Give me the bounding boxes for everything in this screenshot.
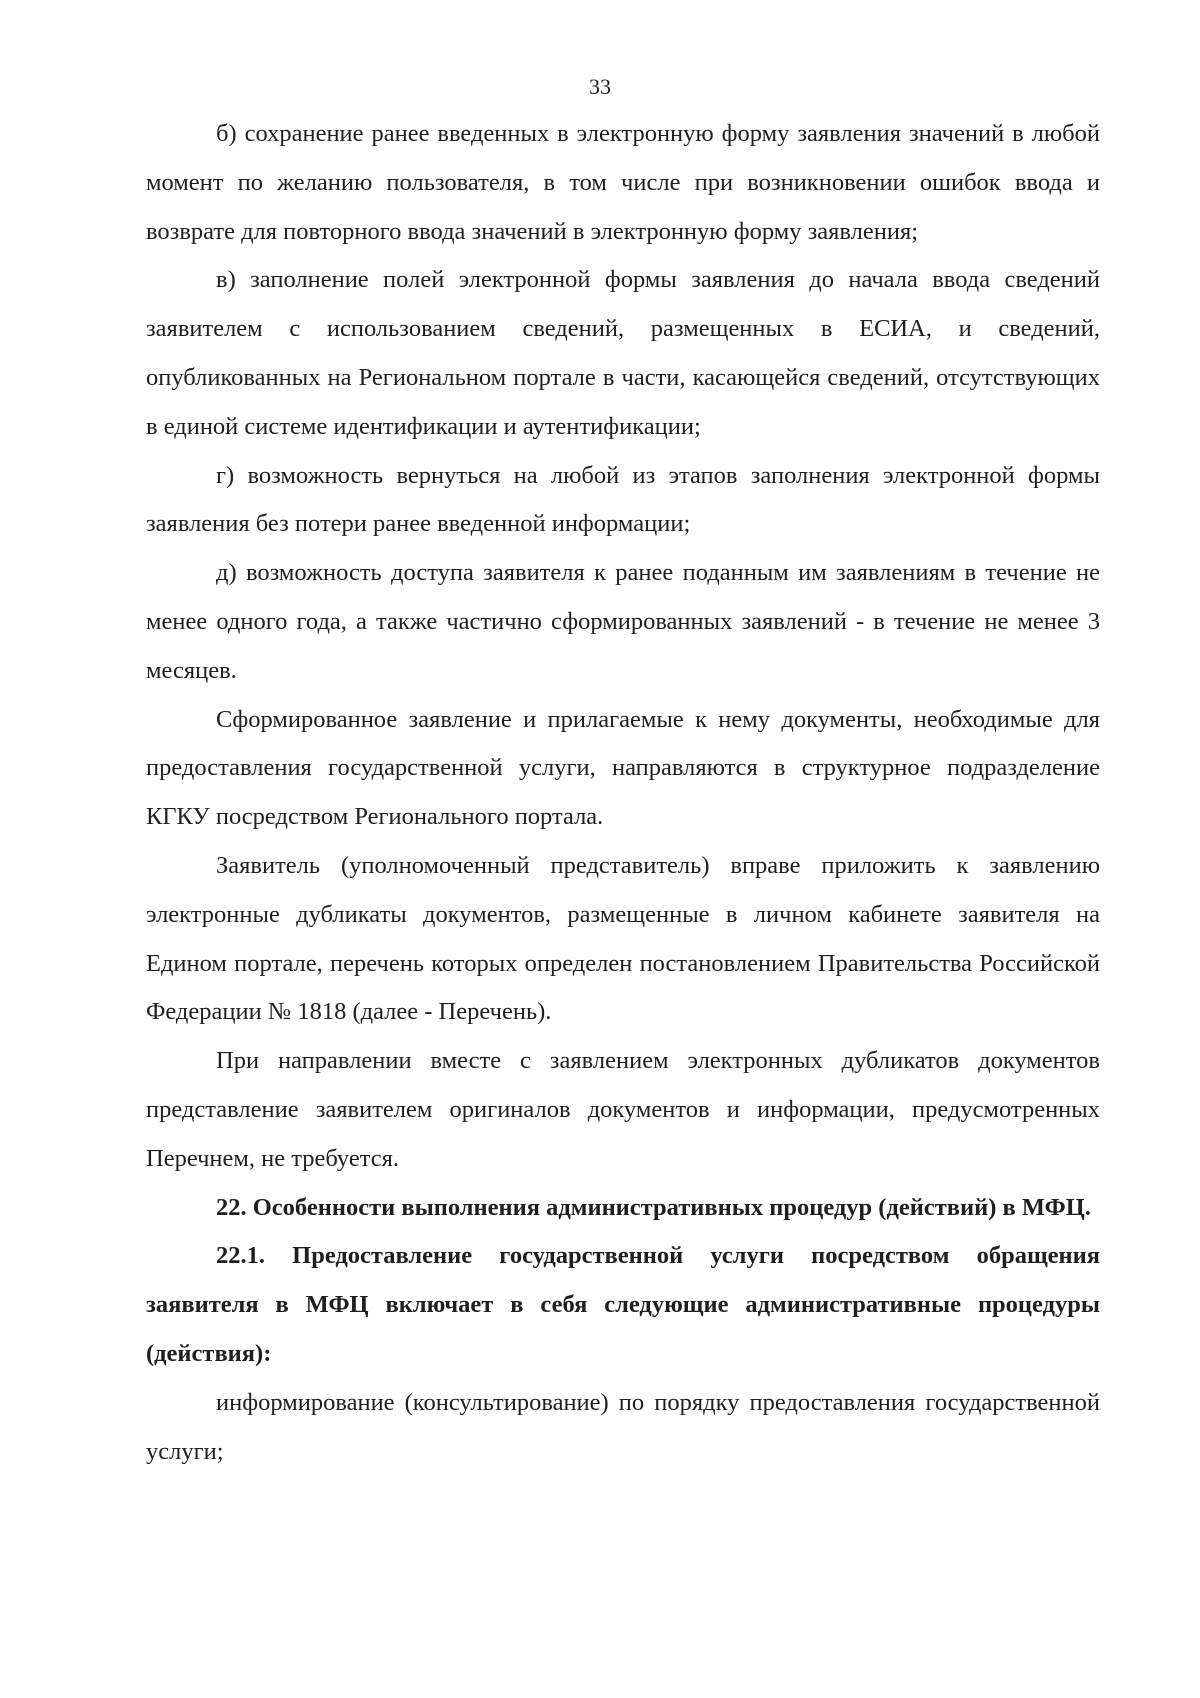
document-body (146, 110, 1100, 1476)
paragraph-fill-fields: в) заполнение полей электронной формы заявления до начала ввода сведений заявителем с использованием сведений, размещенных в ЕСИА, и сведений, опубликованных на Региональном портале в части, касающейся сведений, отсутствующих в единой системе идентификации и аутентификации; (146, 266, 1100, 440)
section-heading-22-1: 22.1. Предоставление государственной услуги посредством обращения заявителя в МФЦ включает в себя следующие административные процедуры (действия): (146, 1242, 1100, 1367)
paragraph-formed-application: Сформированное заявление и прилагаемые к нему документы, необходимые для предоставления государственной услуги, направляются в структурное подразделение КГКУ посредством Регионального портала. (146, 705, 1100, 831)
paragraph-informing: информирование (консультирование) по порядку предоставления государственной услуги; (146, 1388, 1100, 1465)
paragraph-return-to-stage: г) возможность вернуться на любой из этапов заполнения электронной формы заявления без потери ранее введенной информации; (146, 461, 1100, 538)
paragraph-electronic-duplicates: Заявитель (уполномоченный представитель) вправе приложить к заявлению электронные дубликаты документов, размещенные в личном кабинете заявителя на Едином портале, перечень которых определен постановлением Правительства Российской Федерации № 1818 (далее - Перечень). (146, 851, 1100, 1026)
paragraph-access-applications: д) возможность доступа заявителя к ранее поданным им заявлениям в течение не менее одного года, а также частично сформированных заявлений - в течение не менее 3 месяцев. (146, 559, 1100, 684)
paragraph-save-values: б) сохранение ранее введенных в электронную форму заявления значений в любой момент по желанию пользователя, в том числе при возникновении ошибок ввода и возврате для повторного ввода значений в электронную форму заявления; (146, 120, 1100, 245)
page-number: 33 (589, 74, 611, 99)
section-heading-22: 22. Особенности выполнения административных процедур (действий) в МФЦ. (216, 1193, 1091, 1221)
paragraph-originals-not-required: При направлении вместе с заявлением электронных дубликатов документов представление заявителем оригиналов документов и информации, предусмотренных Перечнем, не требуется. (146, 1047, 1100, 1172)
